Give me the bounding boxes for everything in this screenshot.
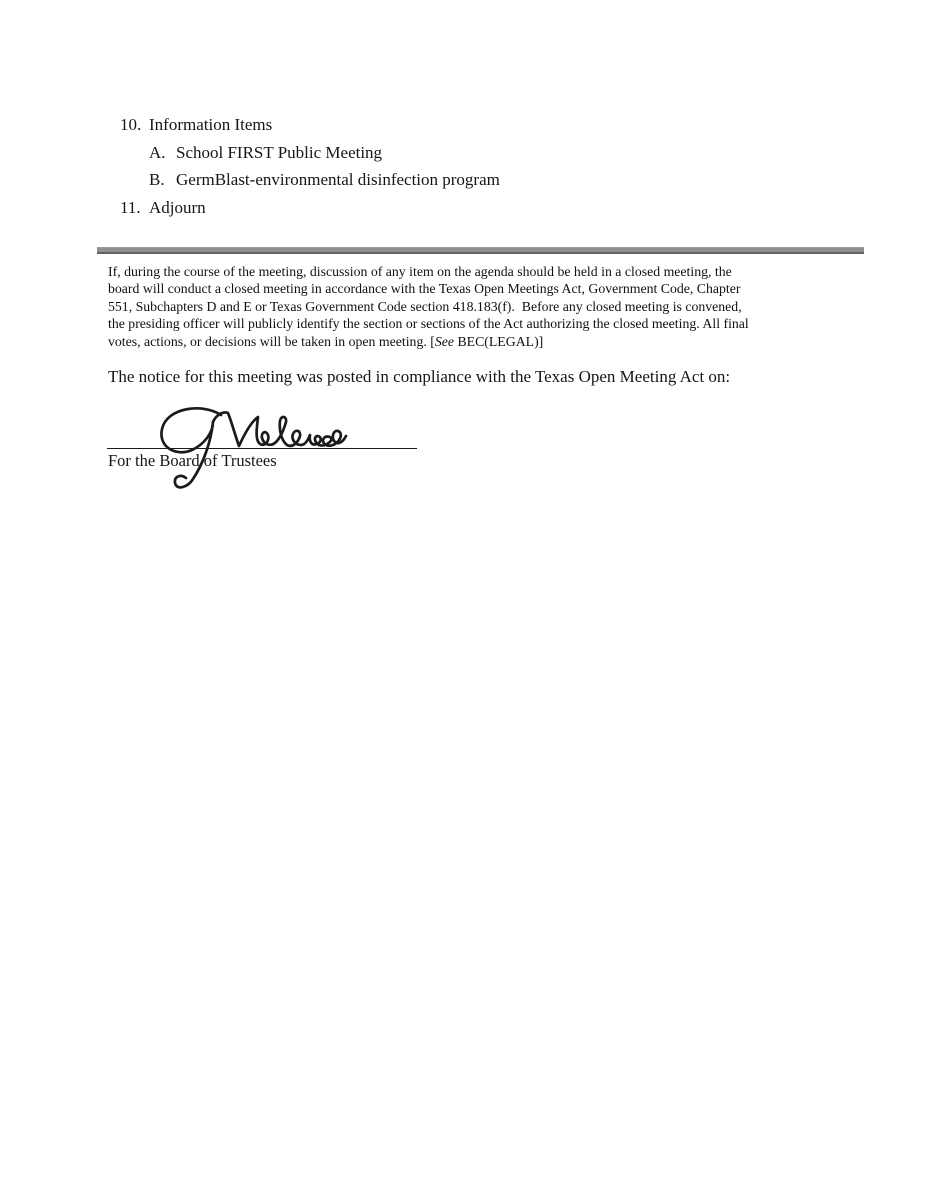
legal-notice-line: board will conduct a closed meeting in accordance with the Texas Open Meetings Act, Government Code, Chapter: [108, 281, 741, 297]
agenda-item-label: Information Items: [149, 115, 273, 134]
agenda-subitem: [120, 139, 500, 167]
posting-notice-text: The notice for this meeting was posted in compliance with the Texas Open Meeting Act on:: [108, 367, 731, 386]
agenda-item: [120, 194, 500, 222]
agenda-subitem: [120, 166, 500, 194]
legal-notice-line: 551, Subchapters D and E or Texas Government Code section 418.183(f). Before any closed meeting is convened,: [108, 298, 742, 314]
legal-notice-last-line-prefix: votes, actions, or decisions will be taken in open meeting. [: [108, 333, 435, 349]
legal-notice-line: If, during the course of the meeting, discussion of any item on the agenda should be held in a closed meeting, the: [108, 264, 732, 279]
agenda-item: [120, 111, 500, 139]
legal-notice-line: [108, 333, 749, 350]
signature-j-loop-stroke: [161, 408, 221, 487]
agenda-item-number: 11.: [120, 197, 141, 217]
agenda-subitem-label: GermBlast-environmental disinfection program: [176, 170, 500, 190]
legal-notice-last-line-suffix: BEC(LEGAL)]: [454, 333, 544, 349]
agenda-list: [120, 111, 500, 221]
agenda-item-number: 10.: [120, 115, 142, 134]
section-divider: [97, 247, 864, 254]
agenda-subitem-letter: B.: [149, 170, 165, 190]
legal-notice-line: the presiding officer will publicly identify the section or sections of the Act authorizing the closed meeting. All final: [108, 316, 749, 332]
agenda-item-label: Adjourn: [149, 197, 206, 217]
agenda-subitem-label: School FIRST Public Meeting: [176, 142, 383, 162]
legal-notice-paragraph: [108, 263, 749, 350]
signature-velasco-stroke: [213, 412, 346, 446]
signature-caption: For the Board of Trustees: [108, 451, 277, 470]
handwritten-signature: [100, 402, 360, 497]
agenda-subitem-letter: A.: [149, 142, 166, 162]
legal-notice-see-reference: See: [434, 333, 454, 349]
